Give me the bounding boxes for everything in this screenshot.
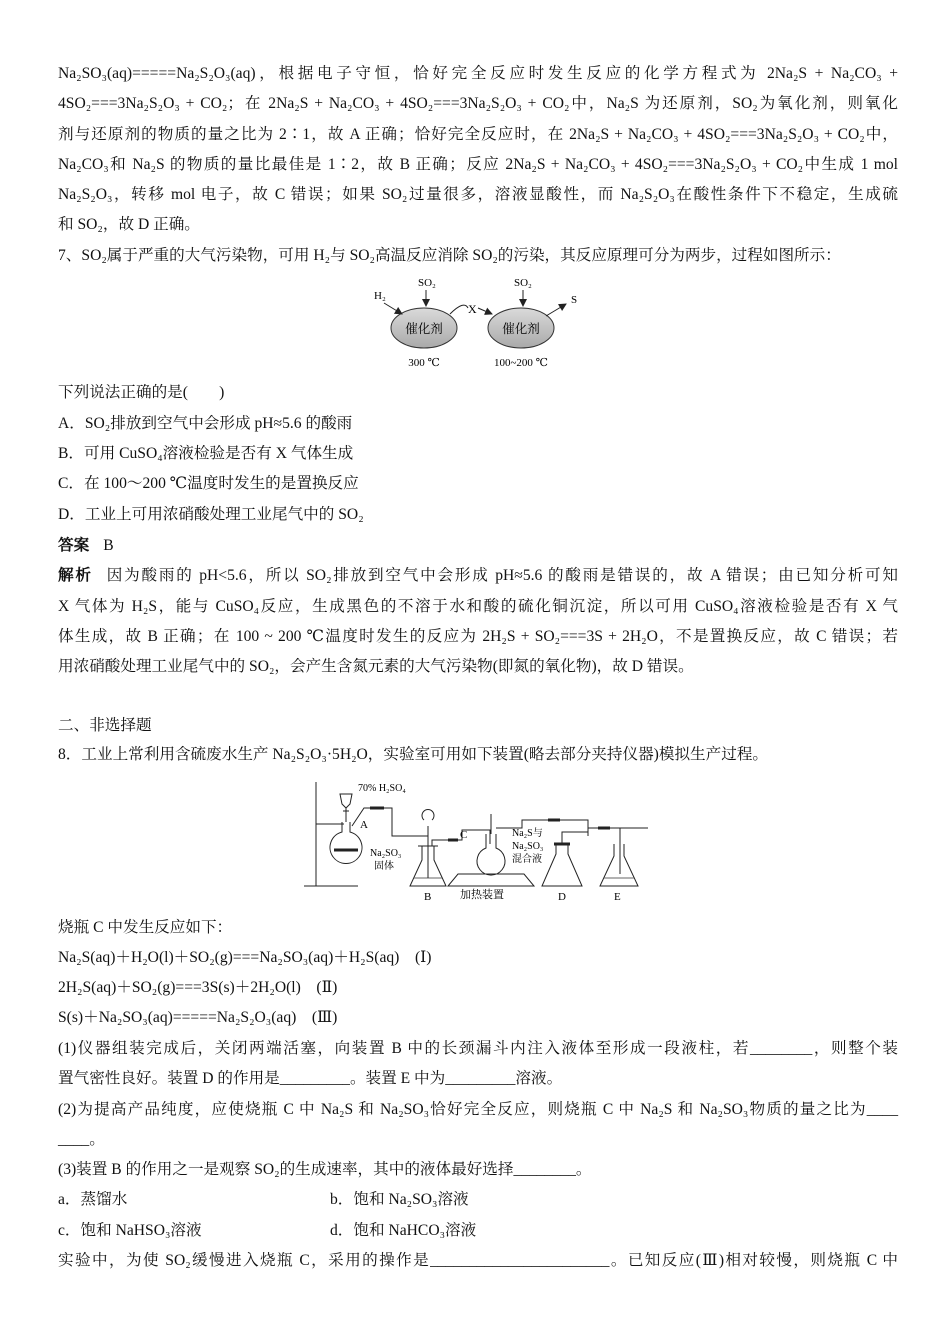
reaction-line <box>58 1008 898 1028</box>
x-arrow <box>478 308 492 314</box>
apparatus-diagram <box>298 774 658 904</box>
h2-arrow <box>384 303 402 314</box>
reaction-tag: (Ⅰ) <box>414 949 432 966</box>
reaction-equation: 2H₂S(aq)＋SO₂(g)===3S(s)＋2H₂O(l) <box>58 979 301 996</box>
question-8-stem: 8．工业上常利用含硫废水生产 Na₂S₂O₃·5H₂O，实验室可用如下装置(略去部分夹持仪器)模拟生产过程。 <box>58 746 769 763</box>
mixture-label: Na₂SO₃ <box>512 841 544 852</box>
reaction-equation: S(s)＋Na₂SO₃(aq)=====Na₂S₂O₃(aq) <box>58 1009 297 1026</box>
mixture-label: 混合液 <box>512 854 542 865</box>
part-2-line: (2)为提高产品纯度，应使烧瓶 C 中 Na₂S 和 Na₂SO₃恰好完全反应，则烧瓶 C 中 Na₂S 和 Na₂SO₃物质的量之比为____ <box>58 1101 898 1118</box>
part-1-line: 置气密性良好。装置 D 的作用是_________。装置 E 中为_________溶液。 <box>58 1070 563 1087</box>
carry-over-line: 4SO₂===3Na₂S₂O₃ + CO₂；在 2Na₂S + Na₂CO₃ + 4SO₂===3Na₂S₂O₃ + CO₂中，Na₂S 为还原剂，SO₂为氧化剂，则氧化 <box>58 95 898 112</box>
temperature-label: 300 ℃ <box>408 357 440 369</box>
part-1-line: (1)仪器组装完成后，关闭两端活塞，向装置 B 中的长颈漏斗内注入液体至形成一段液柱，若________，则整个装 <box>58 1040 898 1057</box>
analysis-line: X 气体为 H₂S，能与 CuSO₄反应，生成黑色的不溶于水和酸的硫化铜沉淀，所以可用 CuSO₄溶液检验是否有 X 气 <box>58 598 898 615</box>
reagent-label: 固体 <box>374 861 394 872</box>
last-line: 实验中，为使 SO₂缓慢进入烧瓶 C，采用的操作是_______________________。已知反应(Ⅲ)相对较慢，则烧瓶 C 中 <box>58 1252 898 1269</box>
question-7-stem: 7、SO₂属于严重的大气污染物，可用 H₂与 SO₂高温反应消除 SO₂的污染，其反应原理可分为两步，过程如图所示： <box>58 247 841 264</box>
analysis-line: 用浓硝酸处理工业尾气中的 SO₂，会产生含氮元素的大气污染物(即氮的氧化物)，故 D 错误。 <box>58 658 694 675</box>
part-3-options-row <box>58 1221 898 1241</box>
part-3-options-row <box>58 1190 898 1210</box>
s-label: S <box>571 294 578 306</box>
flask-c-label: C <box>460 829 468 841</box>
so2-label: SO₂ <box>418 277 436 289</box>
option-a: A．SO₂排放到空气中会形成 pH≈5.6 的酸雨 <box>58 415 353 432</box>
carry-over-line: Na₂SO₃(aq)=====Na₂S₂O₃(aq)，根据电子守恒，恰好完全反应时发生反应的化学方程式为 2Na₂S + Na₂CO₃ + <box>58 65 898 82</box>
catalyst-label: 催化剂 <box>405 322 443 336</box>
heating-plate <box>448 874 534 886</box>
answer-value: B <box>103 537 114 554</box>
reagent-label: Na₂SO₃ <box>370 848 402 859</box>
catalyst-label: 催化剂 <box>502 322 540 336</box>
option-d: d．饱和 NaHCO₃溶液 <box>330 1222 477 1239</box>
answer-line <box>58 536 898 556</box>
reaction-intro: 烧瓶 C 中发生反应如下： <box>58 919 233 936</box>
option-b: B．可用 CuSO₄溶液检验是否有 X 气体生成 <box>58 445 354 462</box>
flask-e <box>600 844 638 886</box>
flask-d <box>542 844 582 886</box>
analysis-text: 因为酸雨的 pH<5.6，所以 SO₂排放到空气中会形成 pH≈5.6 的酸雨是错误的，故 A 错误；由已知分析可知 <box>106 567 898 584</box>
reaction-line <box>58 948 898 968</box>
reaction-tag: (Ⅱ) <box>316 979 338 996</box>
part-3-line: (3)装置 B 的作用之一是观察 SO₂的生成速率，其中的液体最好选择________。 <box>58 1161 592 1178</box>
answer-label: 答案 <box>58 537 90 554</box>
analysis-label: 解析 <box>58 567 93 584</box>
flask-d-label: D <box>558 891 566 903</box>
option-d: D．工业上可用浓硝酸处理工业尾气中的 SO₂ <box>58 506 364 523</box>
reaction-line <box>58 978 898 998</box>
reaction-process-diagram <box>360 270 590 374</box>
flask-a-label: A <box>360 819 368 831</box>
h2-label: H₂ <box>374 290 386 302</box>
separatory-funnel <box>340 794 352 822</box>
carry-over-line: 和 SO₂，故 D 正确。 <box>58 216 200 233</box>
option-b: b．饱和 Na₂SO₃溶液 <box>330 1191 469 1208</box>
reaction-equation: Na₂S(aq)＋H₂O(l)＋SO₂(g)===Na₂SO₃(aq)＋H₂S(aq) <box>58 949 400 966</box>
mixture-label: Na₂S与 <box>512 828 543 839</box>
option-c: c．饱和 NaHSO₃溶液 <box>58 1222 202 1239</box>
flask-a <box>330 822 362 863</box>
so2-label: SO₂ <box>514 277 532 289</box>
x-label: X <box>468 302 477 316</box>
flask-c <box>477 834 505 875</box>
iron-stand <box>304 782 358 886</box>
carry-over-line: 剂与还原剂的物质的量之比为 2∶1，故 A 正确；恰好完全反应时，在 2Na₂S + Na₂CO₃ + 4SO₂===3Na₂S₂O₃ + CO₂中， <box>58 126 898 143</box>
section-heading: 二、非选择题 <box>58 717 152 734</box>
flask-e-label: E <box>614 891 621 903</box>
acid-label: 70% H₂SO₄ <box>358 783 406 794</box>
question-7-prompt: 下列说法正确的是( ) <box>58 384 225 401</box>
s-arrow <box>546 304 566 316</box>
reaction-tag: (Ⅲ) <box>311 1009 338 1026</box>
analysis-line <box>58 566 898 586</box>
x-curve-arrow <box>450 305 468 314</box>
heater-label: 加热装置 <box>460 889 504 901</box>
temperature-label: 100~200 ℃ <box>493 357 549 369</box>
part-2-line: ____。 <box>58 1131 105 1148</box>
carry-over-line: Na₂CO₃和 Na₂S 的物质的量比最佳是 1∶2，故 B 正确；反应 2Na₂S + Na₂CO₃ + 4SO₂===3Na₂S₂O₃ + CO₂中生成 1 mol <box>58 156 898 173</box>
bottle-b-label: B <box>424 891 432 903</box>
delivery-tube <box>562 832 588 844</box>
option-a: a．蒸馏水 <box>58 1191 128 1208</box>
option-c: C．在 100～200 ℃温度时发生的是置换反应 <box>58 475 359 492</box>
carry-over-line: Na₂S₂O₃，转移 mol 电子，故 C 错误；如果 SO₂过量很多，溶液显酸性，而 Na₂S₂O₃在酸性条件下不稳定，生成硫 <box>58 186 898 203</box>
analysis-line: 体生成，故 B 正确；在 100 ~ 200 ℃温度时发生的反应为 2H₂S + SO₂===3S + 2H₂O，不是置换反应，故 C 错误；若 <box>58 628 898 645</box>
